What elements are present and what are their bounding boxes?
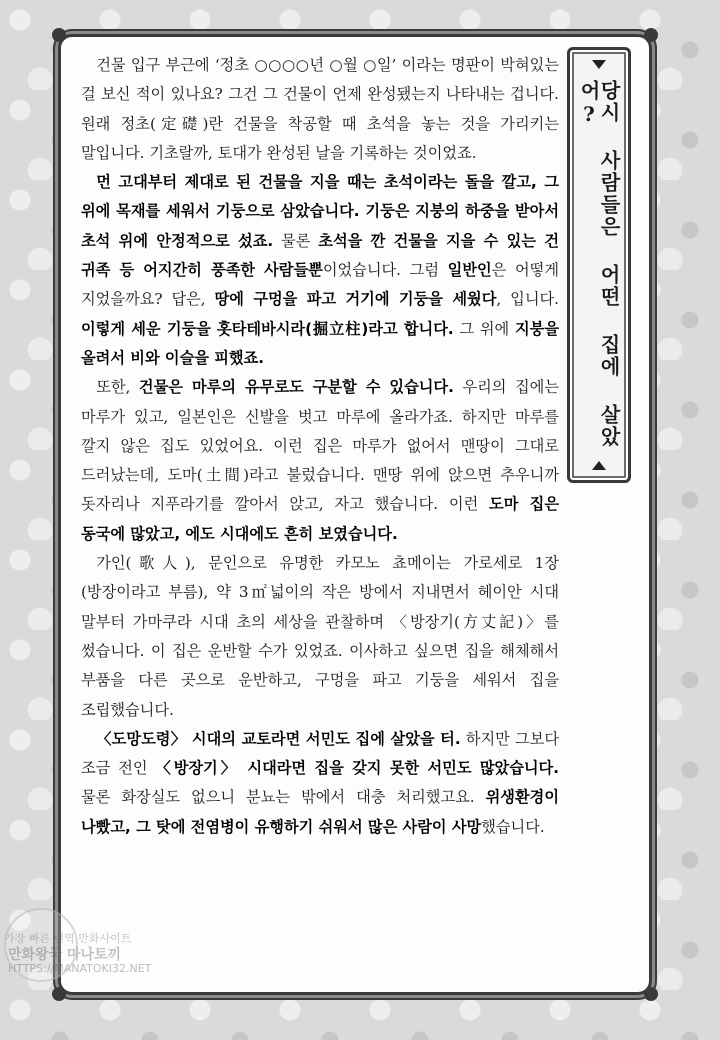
emphasis-text: 이렇게 세운 기둥을 홋타테바시라(掘立柱)라고 합니다. <box>81 319 454 338</box>
frame-corner-ornament <box>52 28 66 42</box>
emphasis-text: 건물은 마루의 유무로도 구분할 수 있습니다. <box>138 378 454 397</box>
emphasis-text: 도마 집은 동국에 많았고, 에도 시대에도 흔히 보였습니다. <box>81 495 559 543</box>
emphasis-text: 일반인 <box>447 261 492 280</box>
vertical-title-banner <box>567 47 631 483</box>
paragraph <box>81 725 559 842</box>
body-text: 우리의 집에는 마루가 있고, 일본인은 신발을 벗고 마루에 올라가죠. 하지만 마루를 깔지 않은 집도 있었어요. 이런 집은 마루가 없어서 맨땅이 그대로 드러났는데, 도마(土間)라고 불렀습니다. 맨땅 위에 앉으면 추우니까 돗자리나 지푸라기를 깔아서 앉고, 자고 했습니다. 이런 <box>81 378 559 514</box>
paragraph <box>81 51 559 168</box>
article-body <box>81 51 559 842</box>
watermark-url: HTTPS://MANATOKI32.NET <box>8 962 152 975</box>
body-text: 하지만 그보다 조금 전인 <box>81 729 560 778</box>
paragraph <box>81 168 559 373</box>
body-text: 또한, <box>96 378 139 397</box>
body-text: 했습니다. <box>481 817 545 836</box>
body-text: 그 위에 <box>453 319 515 338</box>
body-text: 이었습니다. 그럼 <box>322 261 448 280</box>
triangle-down-icon <box>592 60 606 69</box>
page-frame <box>58 34 652 995</box>
site-watermark <box>4 908 164 1028</box>
emphasis-text: 〈도망도령〉 시대의 교토라면 서민도 집에 살았을 터. <box>96 729 461 748</box>
body-text: , 입니다. <box>496 290 559 309</box>
paragraph <box>81 373 559 549</box>
frame-corner-ornament <box>644 987 658 1001</box>
emphasis-text: 지붕을 올려서 비와 이슬을 피했죠. <box>81 319 559 367</box>
emphasis-text: 〈방장기〉 시대라면 집을 갖지 못한 서민도 많았습니다. <box>155 759 559 778</box>
emphasis-text: 먼 고대부터 제대로 된 건물을 지을 때는 초석이라는 돌을 깔고, 그 위에 목재를 세워서 기둥으로 삼았습니다. 기둥은 지붕의 하중을 받아서 초석 위에 안정적으로 섰죠. <box>81 173 559 250</box>
watermark-site-name: 만화왕국 마나토끼 <box>8 947 122 963</box>
body-text: 물론 <box>273 231 319 250</box>
paragraph <box>81 549 559 725</box>
body-text: 물론 화장실도 없으니 분뇨는 밖에서 대충 처리했고요. <box>81 788 486 807</box>
body-text: 가인(歌人), 문인으로 유명한 카모노 쵸메이는 가로세로 1장(방장이라고 부름), 약 3㎡넓이의 작은 방에서 지내면서 헤이안 시대 말부터 가마쿠라 시대 초의 세상을 관찰하며 〈방장기(方丈記)〉를 썼습니다. 이 집은 운반할 수가 있었죠. 이사하고 싶으면 집을 해체해서 부품을 다른 곳으로 운반하고, 구멍을 파고 기둥을 세워서 집을 조립했습니다. <box>81 554 559 719</box>
emphasis-text: 위생환경이 나빴고, 그 탓에 전염병이 유행하기 쉬워서 많은 사람이 사망 <box>81 788 559 836</box>
body-text: 건물 입구 부근에 ‘정초 ○○○○년 ○월 ○일’ 이라는 명판이 박혀있는 걸 보신 적이 있나요? 그건 그 건물이 언제 완성됐는지 나타내는 겁니다. 원래 정초(定礎)란 건물을 착공할 때 초석을 놓는 것을 가리키는 말입니다. 기초랄까, 토대가 완성된 날을 기록하는 것이었죠. <box>81 56 559 162</box>
frame-corner-ornament <box>644 28 658 42</box>
banner-title: 당시 사람들은 어떤 집에 살았어? <box>577 80 621 448</box>
triangle-up-icon <box>592 461 606 470</box>
emphasis-text: 초석을 깐 건물을 지을 수 있는 건 귀족 등 어지간히 풍족한 사람들뿐 <box>81 231 560 280</box>
body-text: 은 어떻게 지었을까요? 답은, <box>81 261 560 309</box>
emphasis-text: 땅에 구멍을 파고 거기에 기둥을 세웠다 <box>214 290 497 309</box>
watermark-tagline: 가장 빠른 번역 만화사이트 <box>4 932 132 945</box>
